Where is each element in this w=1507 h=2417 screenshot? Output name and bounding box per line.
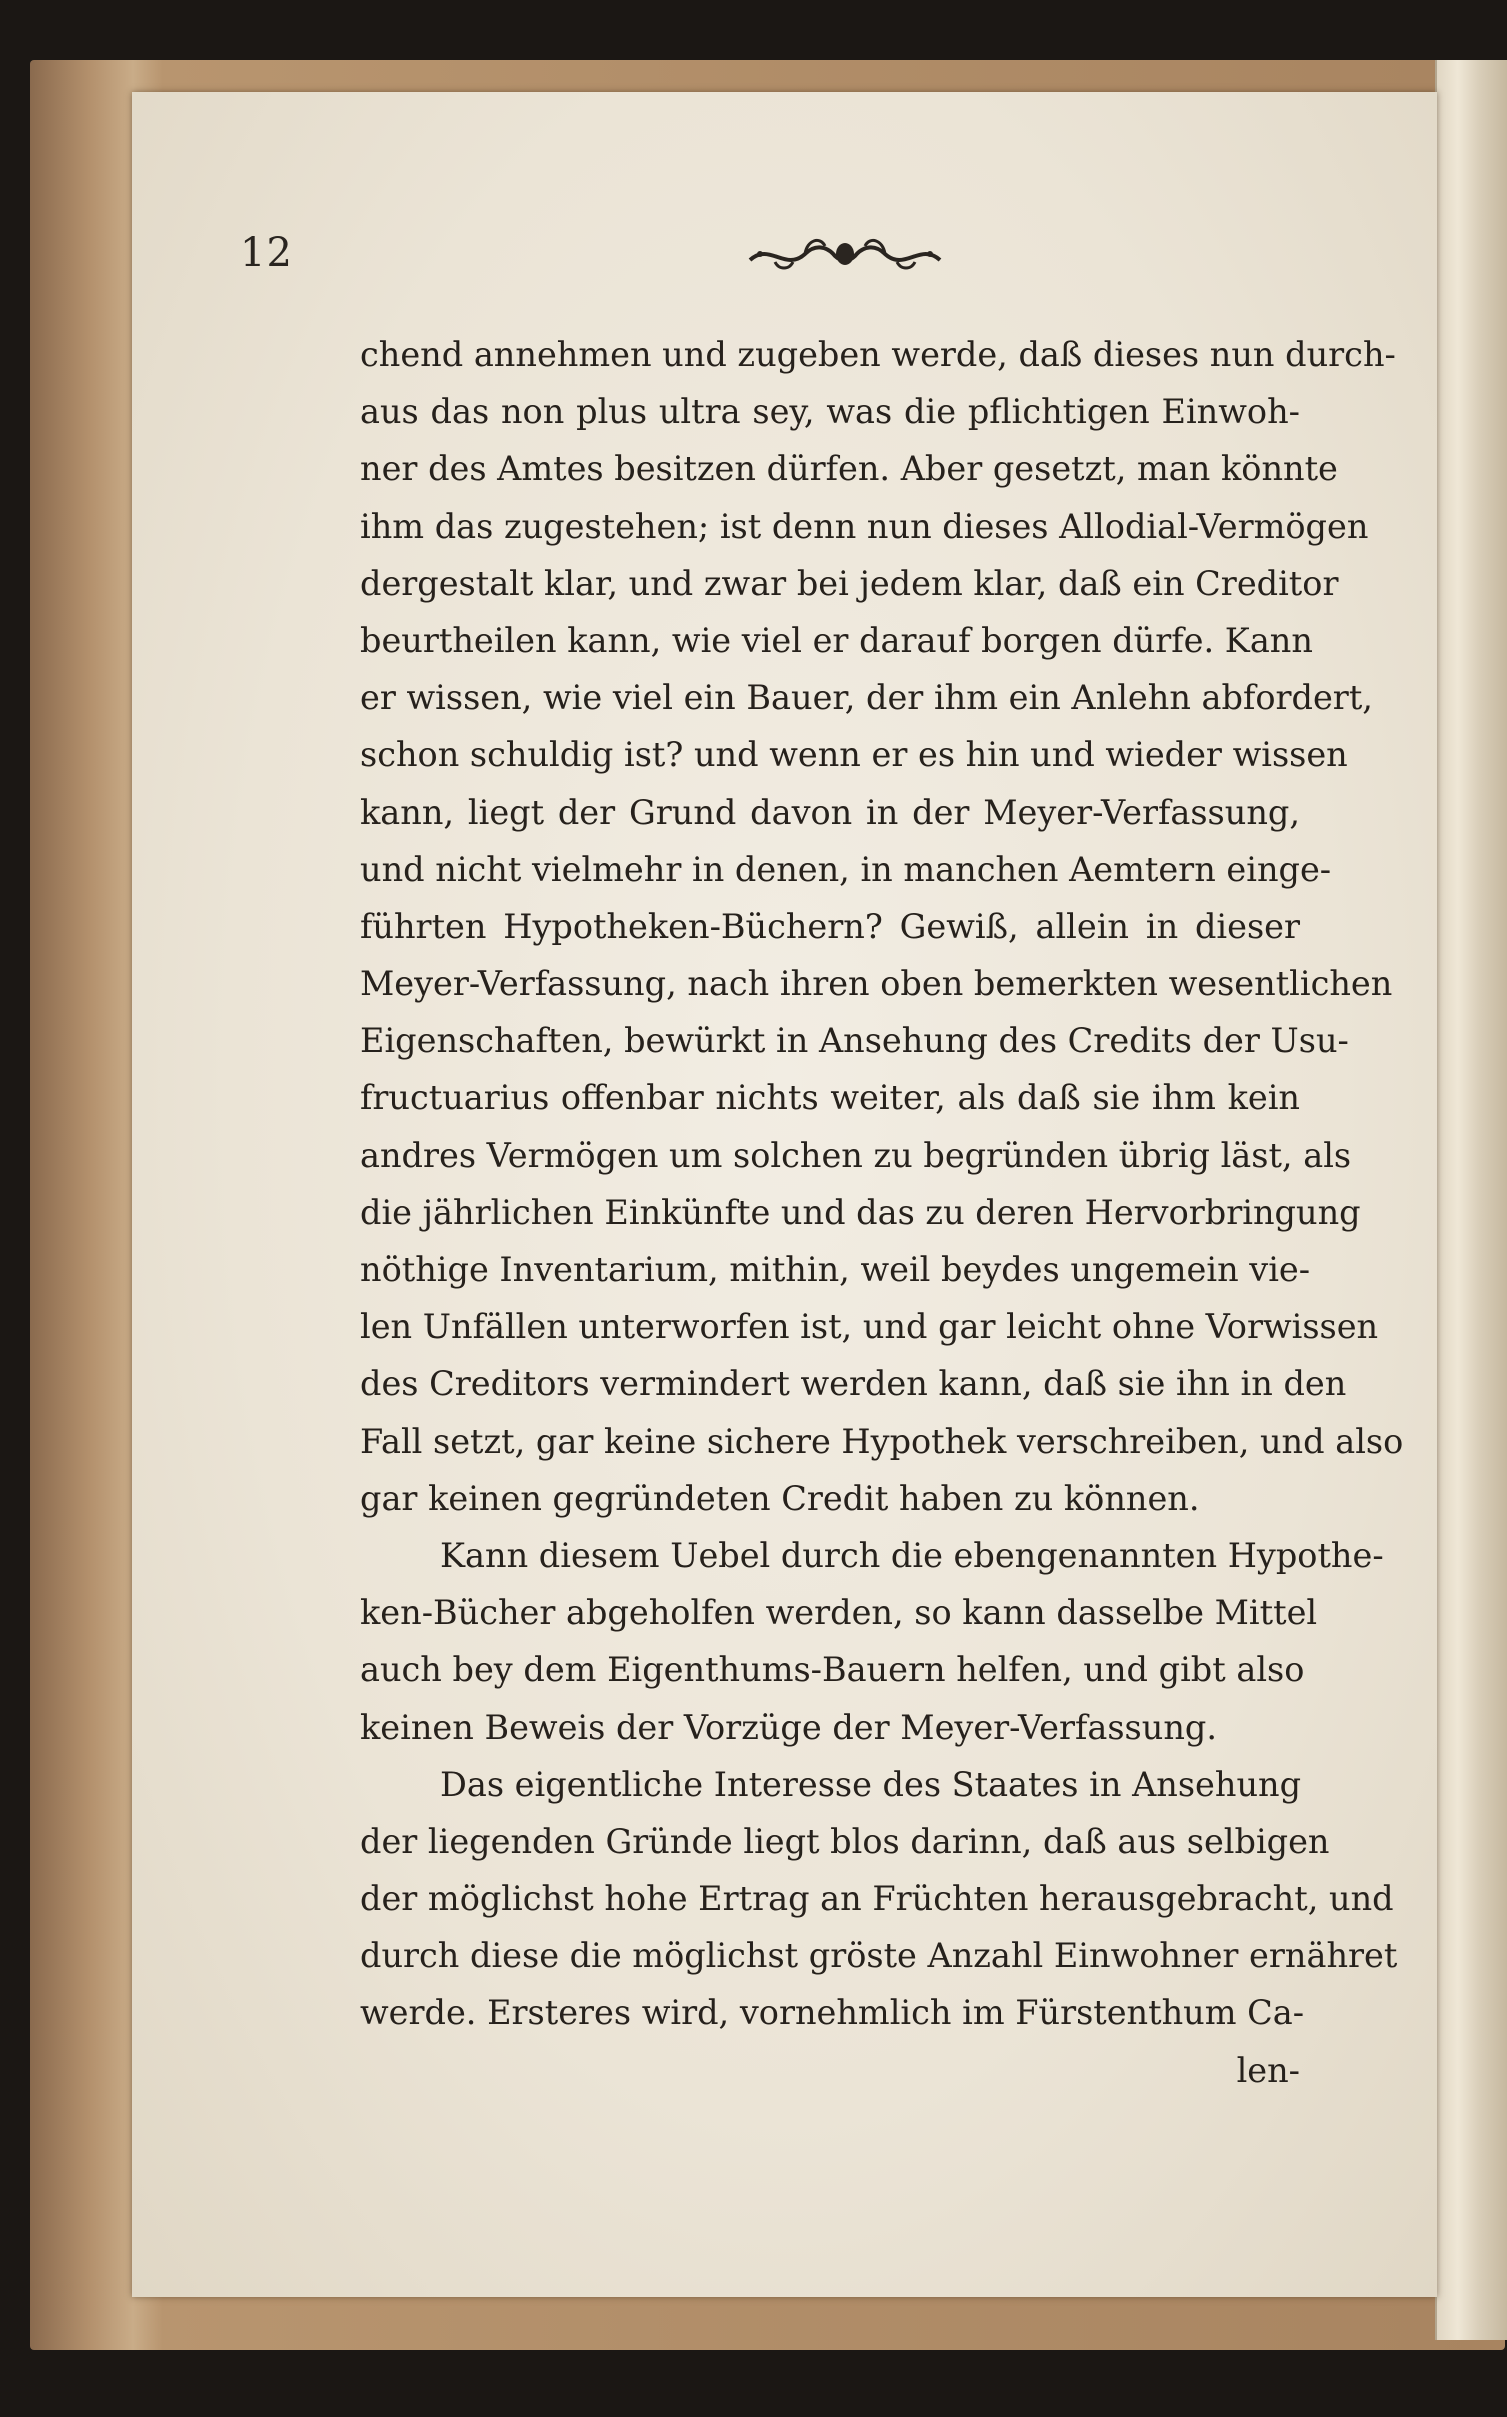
text-line: durch diese die möglichst gröste Anzahl Einwohner ernähret — [360, 1936, 1398, 1976]
paragraph-3 — [360, 1756, 1398, 2042]
text-line: andres Vermögen um solchen zu begründen übrig läst, als — [360, 1135, 1352, 1175]
text-line: führten Hypotheken-Büchern? Gewiß, allein in dieser — [360, 906, 1300, 946]
text-line: ner des Amtes besitzen dürfen. Aber gesetzt, man könnte — [360, 449, 1338, 489]
text-line: len Unfällen unterworfen ist, und gar leicht ohne Vorwissen — [360, 1307, 1379, 1347]
text-line: des Creditors vermindert werden kann, daß sie ihn in den — [360, 1364, 1347, 1404]
text-line: ken-Bücher abgeholfen werden, so kann dasselbe Mittel — [360, 1593, 1318, 1633]
text-line: die jährlichen Einkünfte und das zu deren Hervorbringung — [360, 1192, 1361, 1232]
page-header — [240, 230, 1300, 290]
paragraph-1 — [360, 326, 1404, 1527]
text-line: fructuarius offenbar nichts weiter, als daß sie ihm kein — [360, 1078, 1300, 1118]
text-line: Das eigentliche Interesse des Staates in Ansehung — [440, 1764, 1302, 1804]
text-line: chend annehmen und zugeben werde, daß dieses nun durch- — [360, 335, 1396, 374]
text-line: der möglichst hohe Ertrag an Früchten herausgebracht, und — [360, 1879, 1394, 1919]
body-text — [360, 326, 1404, 2099]
text-line: schon schuldig ist? und wenn er es hin und wieder wissen — [360, 735, 1348, 775]
page-number: 12 — [240, 230, 293, 276]
floral-ornament-icon — [745, 232, 945, 277]
text-line: dergestalt klar, und zwar bei jedem klar, daß ein Creditor — [360, 563, 1339, 603]
text-line: beurtheilen kann, wie viel er darauf borgen dürfe. Kann — [360, 620, 1313, 660]
text-line: und nicht vielmehr in denen, in manchen Aemtern einge- — [360, 849, 1332, 889]
text-line: Kann diesem Uebel durch die ebengenannten Hypothe- — [440, 1535, 1384, 1575]
text-line: nöthige Inventarium, mithin, weil beydes ungemein vie- — [360, 1250, 1311, 1289]
text-line: der liegenden Gründe liegt blos darinn, daß aus selbigen — [360, 1821, 1330, 1861]
catchword: len- — [1236, 2050, 1300, 2090]
page-edges — [1435, 60, 1507, 2340]
text-line: keinen Beweis der Vorzüge der Meyer-Verfassung. — [360, 1707, 1217, 1747]
paragraph-2 — [360, 1527, 1384, 1756]
text-line: er wissen, wie viel ein Bauer, der ihm ein Anlehn abfordert, — [360, 678, 1373, 718]
text-line: gar keinen gegründeten Credit haben zu können. — [360, 1478, 1200, 1518]
text-line: aus das non plus ultra sey, was die pflichtigen Einwoh- — [360, 392, 1300, 432]
text-line: ihm das zugestehen; ist denn nun dieses Allodial-Vermögen — [360, 506, 1369, 546]
text-line: auch bey dem Eigenthums-Bauern helfen, und gibt also — [360, 1650, 1305, 1690]
text-line: werde. Ersteres wird, vornehmlich im Fürstenthum Ca- — [360, 1993, 1305, 2033]
text-line: Eigenschaften, bewürkt in Ansehung des Credits der Usu- — [360, 1021, 1349, 1061]
text-line: kann, liegt der Grund davon in der Meyer-Verfassung, — [360, 792, 1300, 832]
text-line: Meyer-Verfassung, nach ihren oben bemerkten wesentlichen — [360, 964, 1393, 1004]
text-line: Fall setzt, gar keine sichere Hypothek verschreiben, und also — [360, 1421, 1404, 1461]
